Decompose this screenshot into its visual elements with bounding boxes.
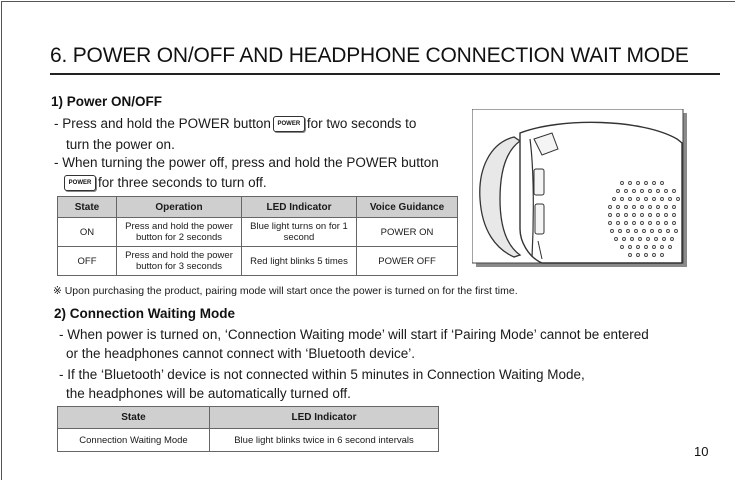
- title-underline: [50, 73, 720, 75]
- instruction-text: - Press and hold the POWER button: [54, 116, 271, 131]
- instruction-line: [62, 175, 267, 191]
- column-header: LED Indicator: [210, 407, 439, 429]
- instruction-line: turn the power on.: [66, 137, 175, 152]
- headphone-illustration: [472, 109, 689, 269]
- power-button-icon: POWER: [273, 116, 305, 132]
- instruction-line: [54, 116, 416, 132]
- instruction-line: - When turning the power off, press and hold the POWER button: [54, 155, 439, 170]
- power-state-table: [57, 196, 458, 276]
- power-button-icon: POWER: [64, 175, 96, 191]
- table-cell: Red light blinks 5 times: [242, 247, 357, 276]
- first-use-note: ※ Upon purchasing the product, pairing mode will start once the power is turned on for the first time.: [53, 285, 518, 297]
- table-row: [58, 247, 458, 276]
- table-cell: POWER ON: [357, 218, 458, 247]
- table-cell: ON: [58, 218, 117, 247]
- table-header-row: [58, 197, 458, 218]
- column-header: Operation: [117, 197, 242, 218]
- column-header: LED Indicator: [242, 197, 357, 218]
- page-number: 10: [694, 444, 709, 459]
- table-cell: Blue light turns on for 1 second: [242, 218, 357, 247]
- table-cell: Press and hold the power button for 2 seconds: [117, 218, 242, 247]
- table-header-row: [58, 407, 439, 429]
- instruction-text: for two seconds to: [306, 116, 417, 131]
- table-row: [58, 429, 439, 452]
- instruction-text: for three seconds to turn off.: [98, 175, 267, 190]
- table-cell: Press and hold the power button for 3 seconds: [117, 247, 242, 276]
- connection-wait-table: [57, 406, 439, 452]
- column-header: State: [58, 407, 210, 429]
- table-cell: Connection Waiting Mode: [58, 429, 210, 452]
- table-cell: Blue light blinks twice in 6 second intervals: [210, 429, 439, 452]
- instruction-line: - When power is turned on, ‘Connection Waiting mode’ will start if ‘Pairing Mode’ cannot be entered: [59, 327, 649, 342]
- instruction-line: the headphones will be automatically turned off.: [66, 386, 351, 401]
- table-row: [58, 218, 458, 247]
- section-heading-power: 1) Power ON/OFF: [51, 94, 163, 109]
- table-cell: OFF: [58, 247, 117, 276]
- column-header: State: [58, 197, 117, 218]
- column-header: Voice Guidance: [357, 197, 458, 218]
- instruction-line: - If the ‘Bluetooth’ device is not connected within 5 minutes in Connection Waiting Mode,: [59, 367, 585, 382]
- table-cell: POWER OFF: [357, 247, 458, 276]
- section-heading-connection: 2) Connection Waiting Mode: [54, 306, 235, 321]
- page-title: 6. POWER ON/OFF AND HEADPHONE CONNECTION WAIT MODE: [50, 44, 689, 67]
- instruction-line: or the headphones cannot connect with ‘Bluetooth device’.: [66, 346, 415, 361]
